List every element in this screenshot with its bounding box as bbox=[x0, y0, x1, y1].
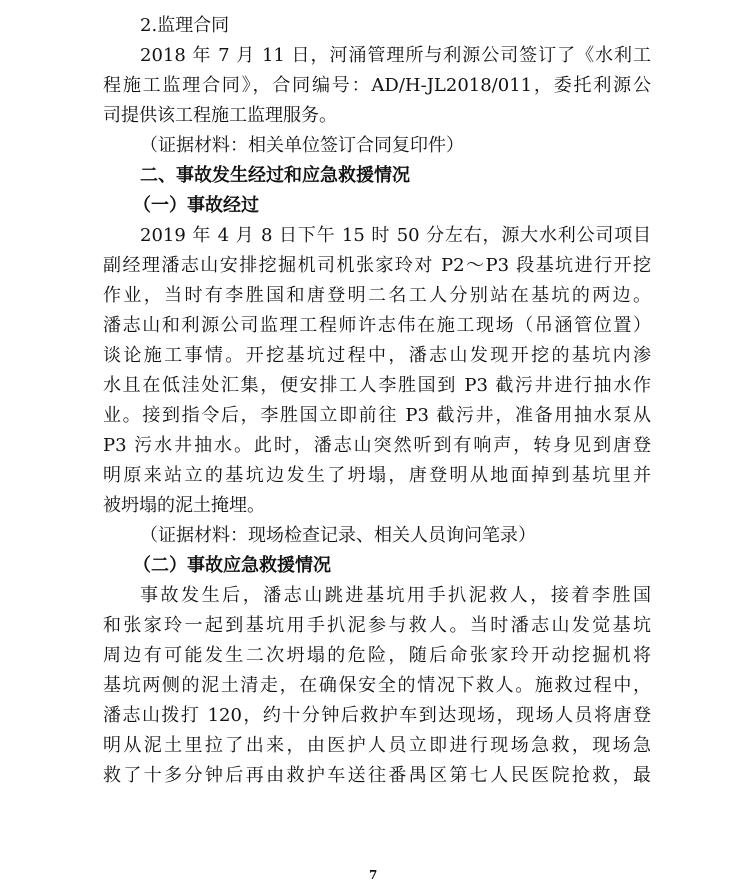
contract-paragraph-line-1: 2018 年 7 月 11 日，河涌管理所与利源公司签订了《水利工 bbox=[140, 45, 651, 66]
accident-paragraph-line-5: 谈论施工事情。开挖基坑过程中，潘志山发现开挖的基坑内渗 bbox=[103, 345, 651, 366]
contract-paragraph-line-2: 程施工监理合同》，合同编号：AD/H-JL2018/011，委托利源公 bbox=[103, 75, 651, 96]
rescue-paragraph-line-2: 和张家玲一起到基坑用手扒泥参与救人。当时潘志山发觉基坑 bbox=[103, 615, 651, 636]
rescue-paragraph-line-1: 事故发生后，潘志山跳进基坑用手扒泥救人，接着李胜国 bbox=[140, 585, 651, 606]
section-2-heading: 二、事故发生经过和应急救援情况 bbox=[140, 165, 410, 186]
accident-paragraph-line-1: 2019 年 4 月 8 日下午 15 时 50 分左右，源大水利公司项目 bbox=[140, 225, 651, 246]
accident-paragraph-line-9: 明原来站立的基坑边发生了坍塌，唐登明从地面掉到基坑里并 bbox=[103, 465, 651, 486]
rescue-paragraph-line-3: 周边有可能发生二次坍塌的危险，随后命张家玲开动挖掘机将 bbox=[103, 645, 651, 666]
rescue-paragraph-line-7: 救了十多分钟后再由救护车送往番禺区第七人民医院抢救，最 bbox=[103, 765, 651, 786]
evidence-note-contract: （证据材料：相关单位签订合同复印件） bbox=[140, 135, 464, 156]
contract-paragraph-line-3: 司提供该工程施工监理服务。 bbox=[103, 105, 337, 126]
accident-paragraph-line-6: 水且在低洼处汇集，便安排工人李胜国到 P3 截污井进行抽水作 bbox=[103, 375, 651, 396]
page-number: 7 bbox=[369, 868, 378, 882]
accident-paragraph-line-2: 副经理潘志山安排挖掘机司机张家玲对 P2～P3 段基坑进行开挖 bbox=[103, 255, 651, 276]
contract-heading: 2.监理合同 bbox=[140, 15, 230, 36]
subsection-accident-heading: （一）事故经过 bbox=[133, 195, 259, 216]
accident-paragraph-line-4: 潘志山和利源公司监理工程师许志伟在施工现场（吊涵管位置） bbox=[103, 315, 651, 336]
rescue-paragraph-line-5: 潘志山拨打 120，约十分钟后救护车到达现场，现场人员将唐登 bbox=[103, 705, 651, 726]
accident-paragraph-line-10: 被坍塌的泥土掩埋。 bbox=[103, 495, 265, 516]
accident-paragraph-line-3: 作业，当时有李胜国和唐登明二名工人分别站在基坑的两边。 bbox=[103, 285, 651, 306]
rescue-paragraph-line-6: 明从泥土里拉了出来，由医护人员立即进行现场急救，现场急 bbox=[103, 735, 651, 756]
rescue-paragraph-line-4: 基坑两侧的泥土清走，在确保安全的情况下救人。施救过程中， bbox=[103, 675, 651, 696]
evidence-note-accident: （证据材料：现场检查记录、相关人员询问笔录） bbox=[140, 525, 536, 546]
accident-paragraph-line-8: P3 污水井抽水。此时，潘志山突然听到有响声，转身见到唐登 bbox=[103, 435, 651, 456]
subsection-rescue-heading: （二）事故应急救援情况 bbox=[133, 555, 331, 576]
accident-paragraph-line-7: 业。接到指令后，李胜国立即前往 P3 截污井，准备用抽水泵从 bbox=[103, 405, 651, 426]
